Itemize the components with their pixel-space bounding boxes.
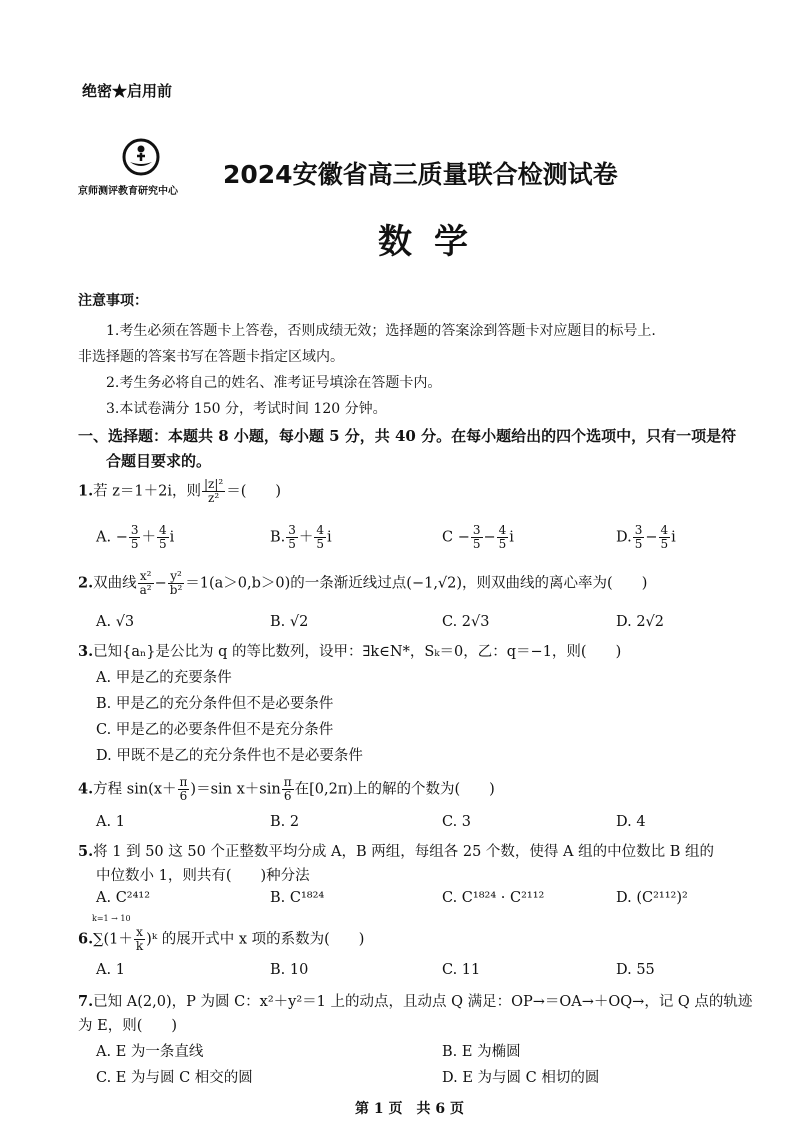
question-7-stem-cont: 为 E，则( ) (78, 1018, 178, 1034)
notice-item-3: 3.本试卷满分 150 分，考试时间 120 分钟。 (106, 401, 387, 417)
q1-option-b: B. $\frac{3}{5}$ ＋ $\frac{4}{5}$ i (270, 523, 332, 551)
logo-icon (122, 138, 160, 176)
q4-option-b: B. 2 (270, 814, 300, 830)
q2-option-a: A. √3 (96, 614, 135, 630)
fraction: $\frac{\text{|z|²}}{\text{z²}}$ (203, 477, 224, 505)
q2-option-c: C. 2√3 (442, 614, 490, 630)
section-heading-cont: 合题目要求的。 (106, 452, 212, 470)
sum-range: k=1 → 10 (92, 914, 131, 923)
q5-option-c: C. C¹⁸²⁴ · C²¹¹² (442, 890, 545, 906)
question-3-stem: 3.已知{aₙ}是公比为 q 的等比数列，设甲：∃k∈N*，Sₖ＝0，乙：q＝−1，则( ) (78, 643, 622, 660)
q5-option-a: A. C²⁴¹² (96, 890, 151, 906)
question-5-stem-cont: 中位数小 1，则共有( )种分法 (96, 868, 310, 884)
q7-option-a: A. E 为一条直线 (96, 1044, 204, 1060)
section-heading: 一、选择题：本题共 8 小题，每小题 5 分，共 40 分。在每小题给出的四个选项中，只有一项是符 (78, 427, 737, 445)
question-number: 2. (78, 574, 94, 592)
q5-option-b: B. C¹⁸²⁴ (270, 890, 325, 906)
question-number: 5. (78, 843, 94, 860)
q1-option-d: D. $\frac{3}{5}$ − $\frac{4}{5}$ i (616, 523, 676, 551)
logo-text: 京师测评教育研究中心 (78, 186, 178, 197)
q7-option-c: C. E 为与圆 C 相交的圆 (96, 1070, 253, 1086)
notice-item-1-cont: 非选择题的答案书写在答题卡指定区域内。 (78, 349, 344, 365)
q3-option-c: C. 甲是乙的必要条件但不是充分条件 (96, 722, 334, 738)
q7-option-d: D. E 为与圆 C 相切的圆 (442, 1070, 600, 1086)
question-number: 7. (78, 993, 94, 1010)
q3-option-b: B. 甲是乙的充分条件但不是必要条件 (96, 696, 334, 712)
q6-option-b: B. 10 (270, 962, 309, 978)
q1-option-c: C − $\frac{3}{5}$ − $\frac{4}{5}$ i (442, 523, 514, 551)
notice-heading: 注意事项： (78, 293, 148, 309)
q6-option-c: C. 11 (442, 962, 481, 978)
question-number: 4. (78, 780, 94, 798)
question-7-stem: 7.已知 A(2,0)，P 为圆 C：x²＋y²＝1 上的动点，且动点 Q 满足：OP→＝OA→＋OQ→，记 Q 点的轨迹 (78, 993, 753, 1010)
question-number: 1. (78, 482, 94, 500)
question-number: 6. (78, 930, 94, 948)
q6-option-d: D. 55 (616, 962, 655, 978)
subject-title: 数学 (378, 222, 490, 262)
question-1-stem (78, 478, 281, 505)
q5-option-d: D. (C²¹¹²)² (616, 890, 688, 906)
stem-text: 若 z＝1＋2i，则 (93, 483, 201, 500)
q4-option-c: C. 3 (442, 814, 472, 830)
q6-option-a: A. 1 (96, 962, 125, 978)
notice-item-1: 1.考生必须在答题卡上答卷，否则成绩无效；选择题的答案涂到答题卡对应题目的标号上. (106, 323, 656, 339)
q4-option-d: D. 4 (616, 814, 646, 830)
question-number: 3. (78, 643, 94, 660)
exam-title: 2024安徽省高三质量联合检测试卷 (223, 160, 618, 189)
q2-option-b: B. √2 (270, 614, 309, 630)
question-2-stem: 2.双曲线 $\frac{\text{x²}}{\text{a²}}$ − $\frac{\text{y²}}{\text{b²}}$ ＝1(a＞0,b＞0)的一条渐近线过点(−1,√2)，则双曲线的离心率为( ) (78, 569, 648, 597)
question-5-stem: 5.将 1 到 50 这 50 个正整数平均分成 A，B 两组，每组各 25 个数，使得 A 组的中位数比 B 组的 (78, 843, 714, 860)
q3-option-a: A. 甲是乙的充要条件 (96, 670, 232, 686)
question-6-stem: 6.∑(1＋ $\frac{x}{k}$ )ᵏ 的展开式中 x 项的系数为( ) (78, 925, 365, 953)
q4-option-a: A. 1 (96, 814, 125, 830)
logo (78, 138, 208, 208)
stem-text: ＝( ) (226, 483, 282, 500)
q1-option-a: A. − $\frac{3}{5}$ ＋ $\frac{4}{5}$ i (96, 523, 175, 551)
secret-label: 绝密★启用前 (82, 82, 173, 100)
notice-item-2: 2.考生务必将自己的姓名、准考证号填涂在答题卡内。 (106, 375, 442, 391)
q7-option-b: B. E 为椭圆 (442, 1044, 521, 1060)
q3-option-d: D. 甲既不是乙的充分条件也不是必要条件 (96, 748, 363, 764)
page-footer: 第 1 页 共 6 页 (355, 1101, 464, 1117)
question-4-stem: 4.方程 sin(x＋ $\frac{\pi}{6}$ )＝sin x＋sin $\frac{\pi}{6}$ 在[0,2π)上的解的个数为( ) (78, 775, 495, 803)
q2-option-d: D. 2√2 (616, 614, 665, 630)
